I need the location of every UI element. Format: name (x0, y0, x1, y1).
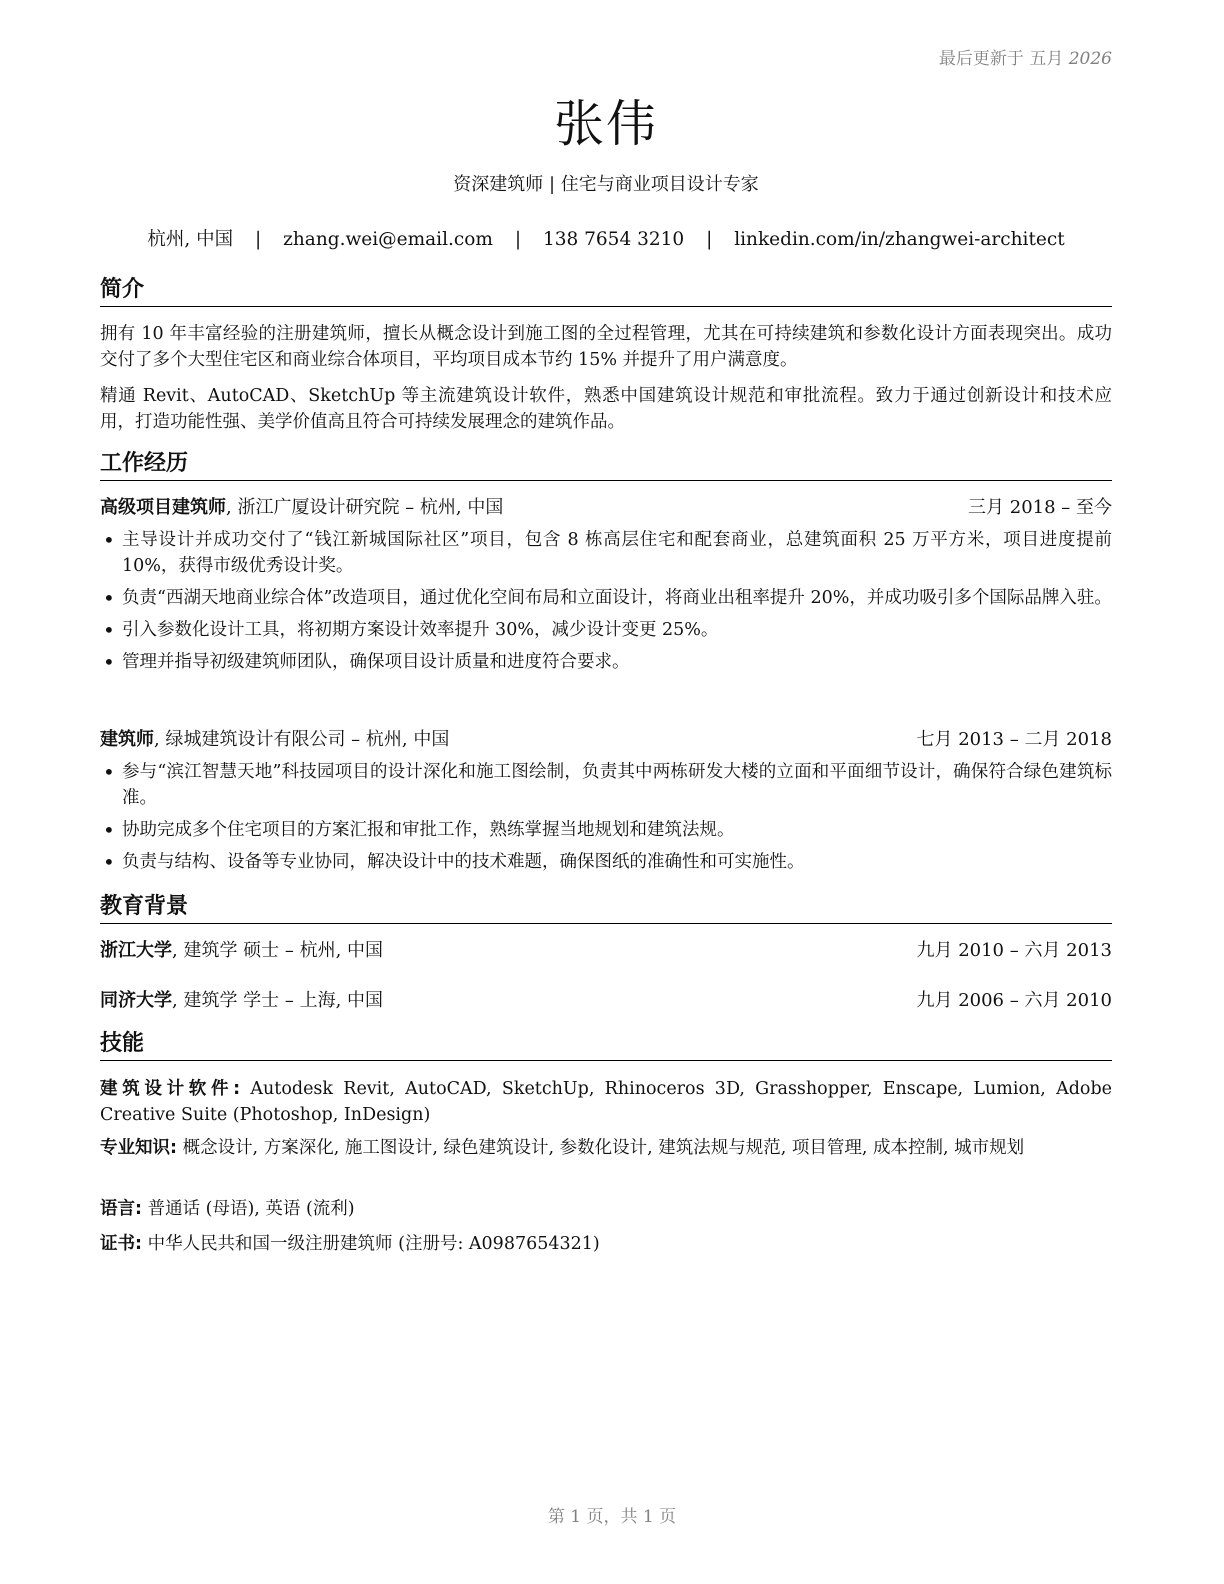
page-footer: 第 1 页，共 1 页 (547, 1507, 677, 1527)
list-item: • 参与“滨江智慧天地”科技园项目的设计深化和施工图绘制，负责其中两栋研发大楼的立面和平面细节设计，确保符合绿色建筑标准。 (100, 759, 1112, 811)
education-school: 同济大学 (100, 990, 172, 1011)
contact-email[interactable]: zhang.wei@email.com (283, 229, 493, 250)
section-title-summary: 简介 (100, 276, 1112, 307)
list-item: • 引入参数化设计工具，将初期方案设计效率提升 30%，减少设计变更 25%。 (100, 617, 1112, 643)
skill-value: 中华人民共和国一级注册建筑师 (注册号: A0987654321) (142, 1234, 600, 1254)
education-detail: , 建筑学 硕士 – 杭州, 中国 (172, 940, 384, 961)
last-updated (939, 44, 1112, 69)
summary-paragraph: 拥有 10 年丰富经验的注册建筑师，擅长从概念设计到施工图的全过程管理，尤其在可持续建筑和参数化设计方面表现突出。成功交付了多个大型住宅区和商业综合体项目，平均项目成本节约 15% 并提升了用户满意度。 (100, 324, 1112, 370)
education-school: 浙江大学 (100, 940, 172, 961)
skill-value: Autodesk Revit, AutoCAD, SketchUp, Rhinoceros 3D, Grasshopper, Enscape, Lumion, Adobe Creative Suite (Photoshop, InDesign) (100, 1079, 1113, 1125)
skill-row (100, 1231, 1112, 1257)
job-header (100, 495, 1112, 521)
education-entry (100, 938, 1112, 964)
skill-row (100, 1135, 1112, 1161)
job-org: , 浙江广厦设计研究院 – 杭州, 中国 (226, 497, 504, 518)
job-bullets (100, 527, 1112, 681)
job-role: 建筑师 (100, 729, 154, 750)
job-dates: 三月 2018 – 至今 (968, 497, 1112, 518)
list-item: • 协助完成多个住宅项目的方案汇报和审批工作，熟练掌握当地规划和建筑法规。 (100, 817, 1112, 843)
skill-row (100, 1076, 1112, 1128)
contact-line (100, 225, 1112, 251)
section-title-education: 教育背景 (100, 893, 1112, 924)
list-item: • 负责“西湖天地商业综合体”改造项目，通过优化空间布局和立面设计，将商业出租率提升 20%，并成功吸引多个国际品牌入驻。 (100, 585, 1112, 611)
contact-separator: | (255, 229, 262, 250)
last-updated-year: 2026 (1068, 49, 1112, 69)
last-updated-label: 最后更新于 五月 (938, 49, 1064, 69)
job-org: , 绿城建筑设计有限公司 – 杭州, 中国 (154, 729, 450, 750)
job-bullets (100, 759, 1112, 881)
contact-linkedin[interactable]: linkedin.com/in/zhangwei-architect (734, 229, 1065, 250)
contact-separator: | (514, 229, 522, 250)
candidate-name: 张伟 (554, 95, 658, 153)
list-item: • 主导设计并成功交付了“钱江新城国际社区”项目，包含 8 栋高层住宅和配套商业，总建筑面积 25 万平方米，项目进度提前 10%，获得市级优秀设计奖。 (100, 527, 1112, 579)
education-detail: , 建筑学 学士 – 上海, 中国 (172, 990, 384, 1011)
skill-label: 语言: (100, 1199, 142, 1219)
section-title-experience: 工作经历 (100, 450, 1112, 481)
skill-value: 普通话 (母语), 英语 (流利) (142, 1199, 355, 1219)
education-entry (100, 988, 1112, 1014)
education-dates: 九月 2006 – 六月 2010 (916, 990, 1112, 1011)
section-title-skills: 技能 (100, 1030, 1112, 1061)
contact-location: 杭州, 中国 (147, 229, 234, 250)
summary-paragraph: 精通 Revit、AutoCAD、SketchUp 等主流建筑设计软件，熟悉中国建筑设计规范和审批流程。致力于通过创新设计和技术应用，打造功能性强、美学价值高且符合可持续发展理念的建筑作品。 (100, 386, 1112, 432)
education-dates: 九月 2010 – 六月 2013 (916, 940, 1112, 961)
candidate-subtitle: 资深建筑师 | 住宅与商业项目设计专家 (453, 174, 759, 195)
skill-label: 专业知识: (100, 1138, 177, 1158)
job-header (100, 727, 1112, 753)
job-role: 高级项目建筑师 (100, 497, 226, 518)
contact-phone: 138 7654 3210 (542, 229, 685, 250)
skill-label: 证书: (100, 1234, 142, 1254)
list-item: • 负责与结构、设备等专业协同，解决设计中的技术难题，确保图纸的准确性和可实施性。 (100, 849, 1112, 875)
job-dates: 七月 2013 – 二月 2018 (916, 729, 1112, 750)
skill-value: 概念设计, 方案深化, 施工图设计, 绿色建筑设计, 参数化设计, 建筑法规与规范, 项目管理, 成本控制, 城市规划 (177, 1138, 1025, 1158)
contact-separator: | (706, 229, 713, 250)
skill-label: 建筑设计软件: (100, 1079, 241, 1099)
skill-row (100, 1196, 1112, 1222)
list-item: • 管理并指导初级建筑师团队，确保项目设计质量和进度符合要求。 (100, 649, 1112, 675)
